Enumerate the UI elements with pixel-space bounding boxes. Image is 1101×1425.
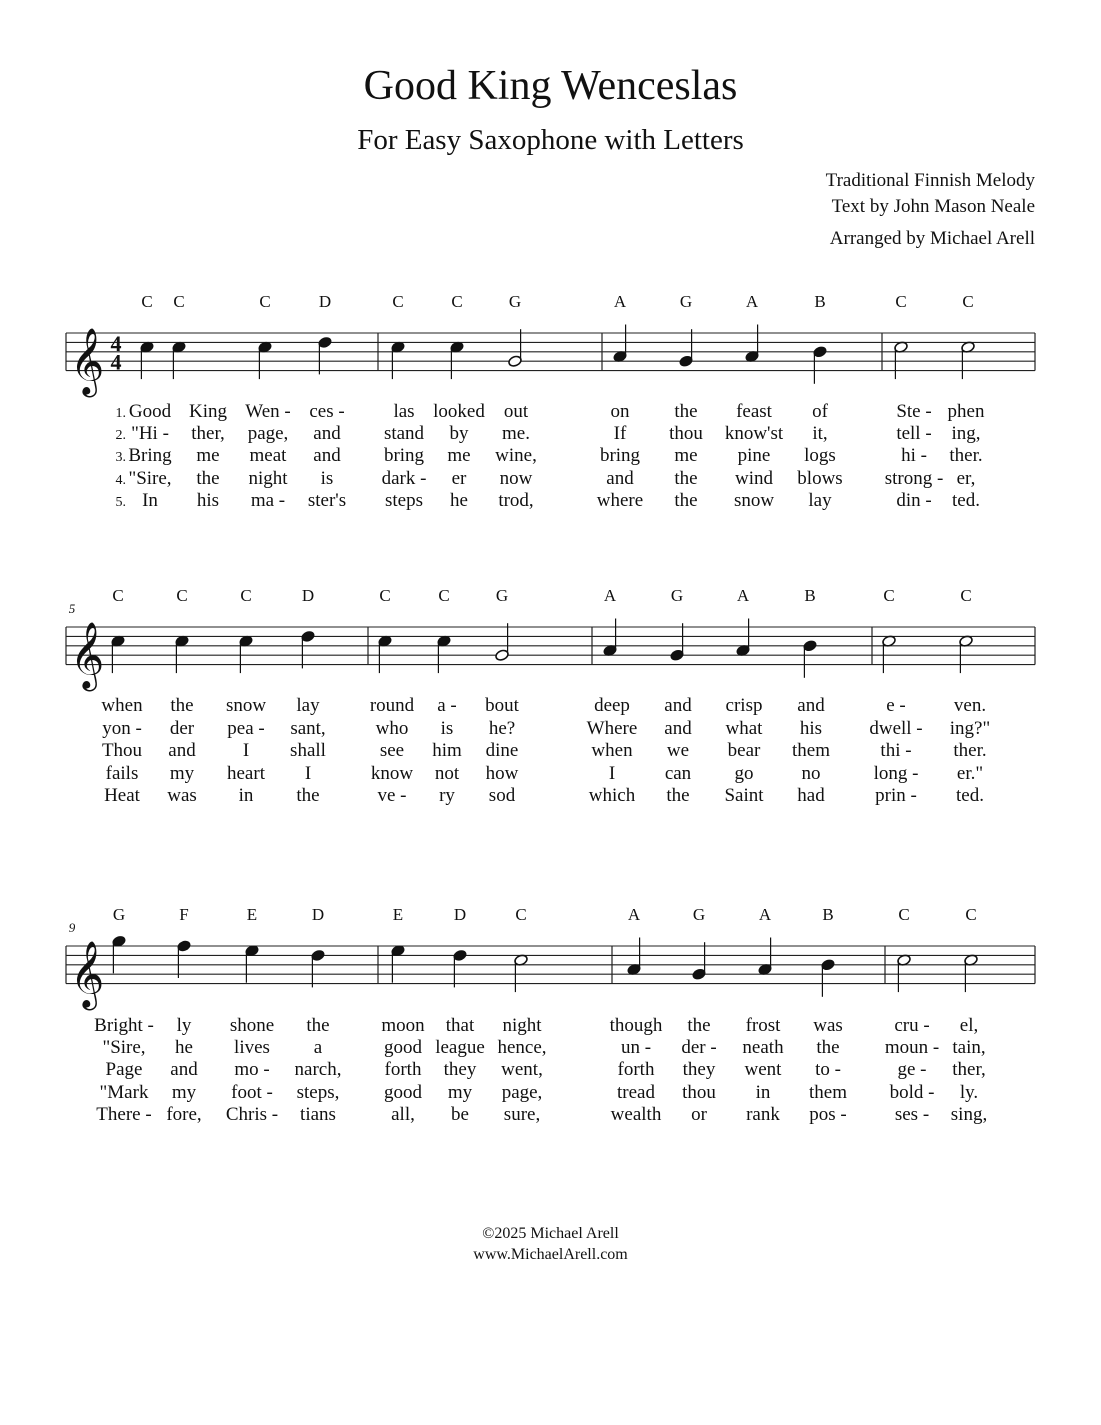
lyric-syllable: bring [383, 445, 425, 466]
lyric-syllable: er [451, 468, 467, 489]
lyric-syllable: ven. [953, 695, 987, 716]
lyric-syllable: he? [488, 718, 516, 739]
lyric-syllable: ve - [377, 785, 407, 806]
note-letter: C [515, 905, 527, 924]
note-letter: A [603, 586, 617, 605]
lyric-syllable: me. [502, 423, 530, 444]
lyric-syllable: fore, [166, 1104, 202, 1125]
lyric-syllable: e - [886, 695, 906, 716]
lyric-syllable: good [384, 1037, 422, 1058]
verse-number: 4. [115, 473, 126, 488]
lyric-syllable: sod [488, 785, 516, 806]
lyric-syllable: and [170, 1059, 198, 1080]
lyric-syllable: me [447, 445, 471, 466]
lyric-syllable: the [296, 785, 320, 806]
lyric-syllable: ther. [949, 445, 983, 466]
lyric-syllable: ma - [250, 490, 286, 511]
lyric-syllable: mo - [234, 1059, 270, 1080]
lyric-syllable: the [687, 1015, 711, 1036]
lyric-syllable: yon - [102, 718, 142, 739]
lyric-syllable: the [674, 468, 698, 489]
note-letter: C [141, 292, 153, 311]
note-letter: A [736, 586, 750, 605]
lyric-syllable: ster's [307, 490, 347, 511]
lyric-syllable: know'st [724, 423, 784, 444]
lyric-syllable: my [169, 763, 195, 784]
note-letter: C [176, 586, 188, 605]
lyric-syllable: on [610, 401, 630, 422]
verse-number: 5. [115, 495, 126, 510]
lyric-syllable: when [101, 695, 143, 716]
lyric-syllable: go [734, 763, 754, 784]
lyric-syllable: I [608, 763, 616, 784]
lyric-syllable: foot - [231, 1082, 273, 1103]
lyric-syllable: his [196, 490, 220, 511]
lyric-syllable: he [450, 490, 468, 511]
lyric-syllable: Good [128, 401, 172, 422]
note-letter: C [965, 905, 977, 924]
lyric-syllable: page, [501, 1082, 543, 1103]
lyric-syllable: snow [733, 490, 775, 511]
lyric-syllable: frost [745, 1015, 781, 1036]
lyric-syllable: or [691, 1104, 707, 1125]
lyric-syllable: where [596, 490, 644, 511]
lyric-syllable: neath [742, 1037, 784, 1058]
lyric-syllable: my [447, 1082, 473, 1103]
lyric-syllable: Saint [724, 785, 764, 806]
lyric-syllable: tread [617, 1082, 655, 1103]
lyric-syllable: thou [682, 1082, 716, 1103]
lyric-syllable: sing, [950, 1104, 988, 1125]
lyric-syllable: In [142, 490, 158, 511]
lyric-syllable: Chris - [225, 1104, 279, 1125]
lyric-syllable: ing, [951, 423, 981, 444]
lyric-syllable: went [744, 1059, 782, 1080]
lyric-syllable: heart [227, 763, 265, 784]
lyric-syllable: ther, [952, 1059, 986, 1080]
lyric-syllable: and [797, 695, 825, 716]
lyric-syllable: There - [96, 1104, 152, 1125]
note-letter: C [112, 586, 124, 605]
lyric-syllable: thou [669, 423, 703, 444]
staff-system-1 [66, 292, 1035, 511]
lyric-syllable: they [443, 1059, 477, 1080]
note-letter: C [962, 292, 974, 311]
lyric-syllable: ly [176, 1015, 192, 1036]
lyric-syllable: logs [804, 445, 836, 466]
note-letter: C [895, 292, 907, 311]
lyric-syllable: when [591, 740, 633, 761]
lyric-syllable: see [379, 740, 405, 761]
lyric-syllable: had [797, 785, 825, 806]
lyric-syllable: and [313, 445, 341, 466]
note-letter: D [453, 905, 467, 924]
lyric-syllable: by [449, 423, 469, 444]
lyric-syllable: las [393, 401, 415, 422]
lyric-syllable: un - [620, 1037, 652, 1058]
lyric-syllable: "Hi - [131, 423, 169, 444]
lyric-syllable: not [434, 763, 460, 784]
note-letter: G [679, 292, 693, 311]
lyric-syllable: forth [384, 1059, 422, 1080]
note-letter: D [311, 905, 325, 924]
website-link: www.MichaelArell.com [473, 1246, 628, 1263]
note-letter: C [438, 586, 450, 605]
lyric-syllable: moon [381, 1015, 425, 1036]
lyric-syllable: pine [737, 445, 771, 466]
lyric-syllable: ry [439, 785, 455, 806]
note-letter: A [627, 905, 641, 924]
note-letter: G [495, 586, 509, 605]
lyric-syllable: lives [234, 1037, 270, 1058]
note-letter: A [758, 905, 772, 924]
note-letter: C [379, 586, 391, 605]
staff-system-2 [66, 586, 1035, 806]
note-letter: D [318, 292, 332, 311]
lyric-syllable: my [171, 1082, 197, 1103]
verse-number: 3. [115, 450, 126, 465]
treble-clef-icon: 𝄞 [70, 939, 105, 1008]
song-subtitle: For Easy Saxophone with Letters [357, 124, 744, 156]
note-letter: B [814, 292, 826, 311]
lyric-syllable: der - [681, 1037, 717, 1058]
lyric-syllable: pea - [227, 718, 265, 739]
lyric-syllable: feast [736, 401, 772, 422]
note-letter: C [173, 292, 185, 311]
lyric-syllable: night [248, 468, 288, 489]
note-letter: A [745, 292, 759, 311]
lyric-syllable: and [606, 468, 634, 489]
lyric-syllable: good [384, 1082, 422, 1103]
lyric-syllable: the [306, 1015, 330, 1036]
lyric-syllable: ted. [956, 785, 984, 806]
lyric-syllable: thi - [880, 740, 912, 761]
lyric-syllable: his [799, 718, 823, 739]
lyric-syllable: wind [735, 468, 773, 489]
lyric-syllable: bear [727, 740, 761, 761]
lyric-syllable: and [168, 740, 196, 761]
lyric-syllable: ing?" [949, 718, 991, 739]
lyric-syllable: "Sire, [128, 468, 172, 489]
lyric-syllable: can [664, 763, 692, 784]
lyric-syllable: lay [808, 490, 832, 511]
lyric-syllable: the [816, 1037, 840, 1058]
lyric-syllable: fails [105, 763, 139, 784]
lyric-syllable: "Mark [99, 1082, 149, 1103]
lyric-syllable: to - [815, 1059, 841, 1080]
note-letter: E [246, 905, 258, 924]
song-title: Good King Wenceslas [363, 63, 738, 109]
note-letter: G [508, 292, 522, 311]
lyric-syllable: steps [385, 490, 423, 511]
lyric-syllable: Wen - [245, 401, 291, 422]
lyric-syllable: out [503, 401, 529, 422]
lyric-syllable: bold - [889, 1082, 935, 1103]
lyric-syllable: trod, [498, 490, 534, 511]
lyric-syllable: long - [873, 763, 919, 784]
lyric-syllable: lay [296, 695, 320, 716]
lyric-syllable: and [664, 718, 692, 739]
lyric-syllable: pos - [809, 1104, 847, 1125]
lyric-syllable: they [682, 1059, 716, 1080]
lyric-syllable: forth [617, 1059, 655, 1080]
note-letter: F [179, 905, 189, 924]
lyric-syllable: Bright - [94, 1015, 154, 1036]
lyric-syllable: dwell - [869, 718, 923, 739]
lyric-syllable: If [613, 423, 627, 444]
lyric-syllable: ly. [959, 1082, 979, 1103]
note-letter: G [112, 905, 126, 924]
lyric-syllable: din - [896, 490, 932, 511]
lyric-syllable: tain, [952, 1037, 986, 1058]
lyric-syllable: er, [956, 468, 976, 489]
lyric-syllable: snow [225, 695, 267, 716]
note-letter: C [883, 586, 895, 605]
lyric-syllable: what [725, 718, 763, 739]
lyric-syllable: who [375, 718, 409, 739]
note-letter: A [613, 292, 627, 311]
arranger-credit: Arranged by Michael Arell [829, 228, 1035, 249]
lyric-syllable: bring [599, 445, 641, 466]
lyric-syllable: dine [485, 740, 519, 761]
lyric-syllable: in [755, 1082, 771, 1103]
measure-number: 9 [68, 920, 76, 935]
lyric-syllable: him [432, 740, 462, 761]
lyric-syllable: prin - [875, 785, 917, 806]
lyric-syllable: be [451, 1104, 469, 1125]
lyric-syllable: that [445, 1015, 475, 1036]
note-letter: G [692, 905, 706, 924]
lyric-syllable: ses - [894, 1104, 930, 1125]
staff-system-3 [66, 905, 1035, 1125]
lyric-syllable: sant, [290, 718, 326, 739]
lyric-syllable: shone [229, 1015, 275, 1036]
lyric-syllable: is [440, 718, 454, 739]
lyric-syllable: was [167, 785, 197, 806]
lyric-syllable: crisp [725, 695, 763, 716]
treble-clef-icon: 𝄞 [70, 326, 105, 395]
lyric-syllable: the [674, 490, 698, 511]
lyric-syllable: Bring [128, 445, 172, 466]
lyric-syllable: stand [383, 423, 425, 444]
time-signature-top: 4 [110, 330, 122, 356]
lyric-syllable: we [666, 740, 690, 761]
lyric-syllable: no [801, 763, 821, 784]
lyric-syllable: shall [290, 740, 326, 761]
lyric-syllable: went, [501, 1059, 543, 1080]
lyric-syllable: ther. [953, 740, 987, 761]
lyric-syllable: of [812, 401, 828, 422]
lyric-syllable: I [242, 740, 250, 761]
note-letter: C [240, 586, 252, 605]
note-letter: C [960, 586, 972, 605]
lyric-syllable: bout [485, 695, 519, 716]
lyric-syllable: hi - [901, 445, 927, 466]
lyric-syllable: wine, [495, 445, 537, 466]
lyric-syllable: and [664, 695, 692, 716]
lyric-syllable: the [170, 695, 194, 716]
time-signature-bottom: 4 [110, 349, 122, 375]
verse-number: 1. [115, 406, 126, 421]
lyric-syllable: in [238, 785, 254, 806]
copyright-notice: ©2025 Michael Arell [482, 1225, 619, 1242]
lyric-syllable: der [169, 718, 195, 739]
note-letter: B [822, 905, 834, 924]
lyric-syllable: a [313, 1037, 323, 1058]
lyric-syllable: deep [594, 695, 630, 716]
lyric-syllable: el, [959, 1015, 979, 1036]
lyric-syllable: dark - [381, 468, 427, 489]
lyric-syllable: ge - [897, 1059, 927, 1080]
lyric-syllable: he [175, 1037, 193, 1058]
note-letter: C [259, 292, 271, 311]
lyric-syllable: ted. [952, 490, 980, 511]
lyric-syllable: night [502, 1015, 542, 1036]
lyric-syllable: know [370, 763, 414, 784]
note-letter: C [898, 905, 910, 924]
lyric-syllable: which [588, 785, 636, 806]
lyric-syllable: looked [433, 401, 485, 422]
lyric-syllable: Where [586, 718, 638, 739]
lyric-syllable: Heat [104, 785, 140, 806]
lyric-syllable: page, [247, 423, 289, 444]
lyric-syllable: ther, [191, 423, 225, 444]
lyric-syllable: blows [797, 468, 843, 489]
lyric-syllable: was [813, 1015, 843, 1036]
measure-number: 5 [68, 601, 76, 616]
note-letter: E [392, 905, 404, 924]
lyric-syllable: tell - [896, 423, 932, 444]
lyric-syllable: meat [249, 445, 287, 466]
lyric-syllable: wealth [610, 1104, 662, 1125]
lyric-syllable: though [609, 1015, 663, 1036]
lyric-syllable: strong - [884, 468, 944, 489]
lyric-syllable: round [369, 695, 415, 716]
treble-clef-icon: 𝄞 [70, 620, 105, 689]
lyric-syllable: narch, [294, 1059, 342, 1080]
lyric-syllable: now [499, 468, 533, 489]
lyric-syllable: me [196, 445, 220, 466]
melody-credit: Traditional Finnish Melody [825, 170, 1035, 191]
lyric-syllable: the [666, 785, 690, 806]
lyric-syllable: Ste - [896, 401, 932, 422]
lyric-syllable: sure, [503, 1104, 541, 1125]
lyric-syllable: how [485, 763, 519, 784]
lyric-syllable: me [674, 445, 698, 466]
note-letter: D [301, 586, 315, 605]
lyric-syllable: rank [746, 1104, 780, 1125]
lyric-syllable: steps, [296, 1082, 340, 1103]
lyric-syllable: Page [105, 1059, 143, 1080]
lyric-syllable: a - [437, 695, 457, 716]
lyric-syllable: them [809, 1082, 847, 1103]
lyric-syllable: it, [812, 423, 828, 444]
lyric-syllable: hence, [497, 1037, 547, 1058]
note-letter: C [392, 292, 404, 311]
lyric-syllable: moun - [884, 1037, 940, 1058]
lyric-syllable: them [792, 740, 830, 761]
lyric-syllable: the [674, 401, 698, 422]
lyric-syllable: King [189, 401, 227, 422]
verse-number: 2. [115, 428, 126, 443]
lyric-syllable: league [435, 1037, 485, 1058]
lyric-syllable: I [304, 763, 312, 784]
lyric-syllable: Thou [101, 740, 143, 761]
lyric-syllable: phen [947, 401, 985, 422]
lyric-syllable: cru - [894, 1015, 930, 1036]
lyric-syllable: and [313, 423, 341, 444]
note-letter: B [804, 586, 816, 605]
lyric-syllable: "Sire, [102, 1037, 146, 1058]
note-letter: G [670, 586, 684, 605]
lyric-syllable: tians [300, 1104, 336, 1125]
lyric-syllable: ces - [309, 401, 345, 422]
lyric-syllable: is [320, 468, 334, 489]
text-credit: Text by John Mason Neale [831, 196, 1035, 217]
note-letter: C [451, 292, 463, 311]
lyric-syllable: the [196, 468, 220, 489]
lyric-syllable: er." [956, 763, 984, 784]
lyric-syllable: all, [391, 1104, 415, 1125]
